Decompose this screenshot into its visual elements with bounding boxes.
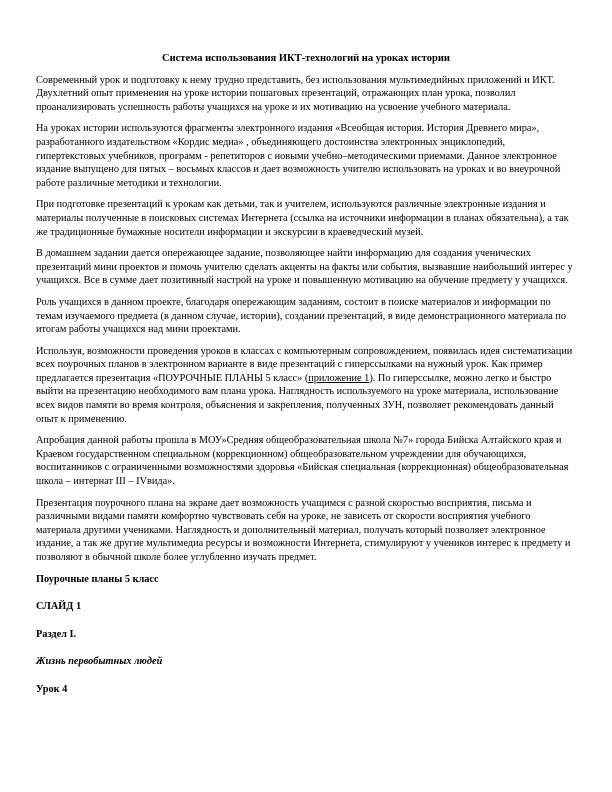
- paragraph-preparation: При подготовке презентаций к урокам как детьми, так и учителем, используются различные электронные издания и материалы полученные в поисковых системах Интернета (ссылка на источники информации в планах обязательна), а так же традиционные бумажные носители информации и экскурсии в краеведческий музей.: [36, 199, 569, 238]
- paragraph-homework: В домашнем задании дается опережающее задание, позволяющее найти информацию для создания ученических презентаций мини проектов и помочь учителю сделать акценты на факты или события, вызвавшие наибольший интерес у учащихся. Все в сумме дает позитивный настрой на уроке и повышенную мотивацию на обучение предмету у учащихся.: [36, 248, 573, 287]
- paragraph-lesson-plans-text-end: ). По гиперссылке, можно легко и быстро выйти на презентацию необходимого вам плана урока. Наглядность используемого на уроке материала, использование всех видов памяти во время контроля, объяснения и закрепления, полученных ЗУН, позволяет рекомендовать данный опыт к применению.: [36, 372, 559, 425]
- heading-slide: СЛАЙД 1: [36, 601, 82, 613]
- paragraph-student-role: Роль учащихся в данном проекте, благодаря опережающим заданиям, состоит в поиске материалов и информации по темам изучаемого предмета (в данном случае, истории), создании презентаций, в виде демонстрационного материала по итогам работы учащихся над мини проектами.: [36, 296, 567, 336]
- document-page: [36, 40, 576, 711]
- paragraph-lesson-plans: [36, 345, 576, 427]
- paragraph-approbation: Апробация данной работы прошла в МОУ»Средняя общеобразовательная школа №7» города Бийска Алтайского края и Краевом государственном специальном (коррекционном) общеобразовательном учреждении для обучающихся, воспитанников с ограниченными возможностями здоровья «Бийская специальная (коррекционная) общеобразовательная школа – интернат III – IVвида».: [36, 435, 569, 488]
- heading-lesson: Урок 4: [36, 683, 68, 695]
- paragraph-intro: Современный урок и подготовку к нему трудно представить, без использования мультимедийных приложений и ИКТ. Двухлетний опыт применения на уроке истории пошаговых презентаций, отражающих план урока, позволил проанализировать успешность работы учащихся на уроке и их мотивацию на усвоение учебного материала.: [36, 74, 555, 113]
- heading-section: Раздел I.: [36, 628, 77, 640]
- heading-topic: Жизнь первобытных людей: [36, 656, 163, 668]
- document-title: Система использования ИКТ-технологий на уроках истории: [162, 53, 450, 64]
- paragraph-electronic-edition: На уроках истории используются фрагменты электронного издания «Всеобщая история. История Древнего мира», разработанного издательством «Кордис медиа» , объединяющего достоинства электронных энциклопедий, гипертекстовых учебников, программ - репетиторов с новыми учебно–методическими приемами. Данное электронное издание выпущено для пятых – восьмых классов и дает возможность учителю использовать на уроках и во внеурочной работе различные методики и технологии.: [36, 123, 561, 189]
- appendix-link[interactable]: приложение 1: [308, 372, 370, 384]
- paragraph-presentation-benefits: Презентация поурочного плана на экране дает возможность учащимся с разной скоростью восприятия, письма и различными видами памяти комфортно чувствовать себя на уроке, не зависеть от скорости восприятия учебного материала другими учениками. Наглядность и дополнительный материал, получать который позволяет электронное издание, а так же другие мультимедиа ресурсы и возможности Интернета, стимулируют у учеников интерес к предмету и позволяют в обычной школе более углубленно изучать предмет.: [36, 497, 571, 563]
- heading-lesson-plans: Поурочные планы 5 класс: [36, 573, 159, 585]
- paragraph-lesson-plans-text-start: Используя, возможности проведения уроков в классах с компьютерным сопровождением, появилась идея систематизации всех поурочных планов в электронном варианте в виде презентаций с гиперссылками на нужный урок. Как пример предлагается презентация «ПОУРОЧНЫЕ ПЛАНЫ 5 класс» (: [36, 345, 573, 384]
